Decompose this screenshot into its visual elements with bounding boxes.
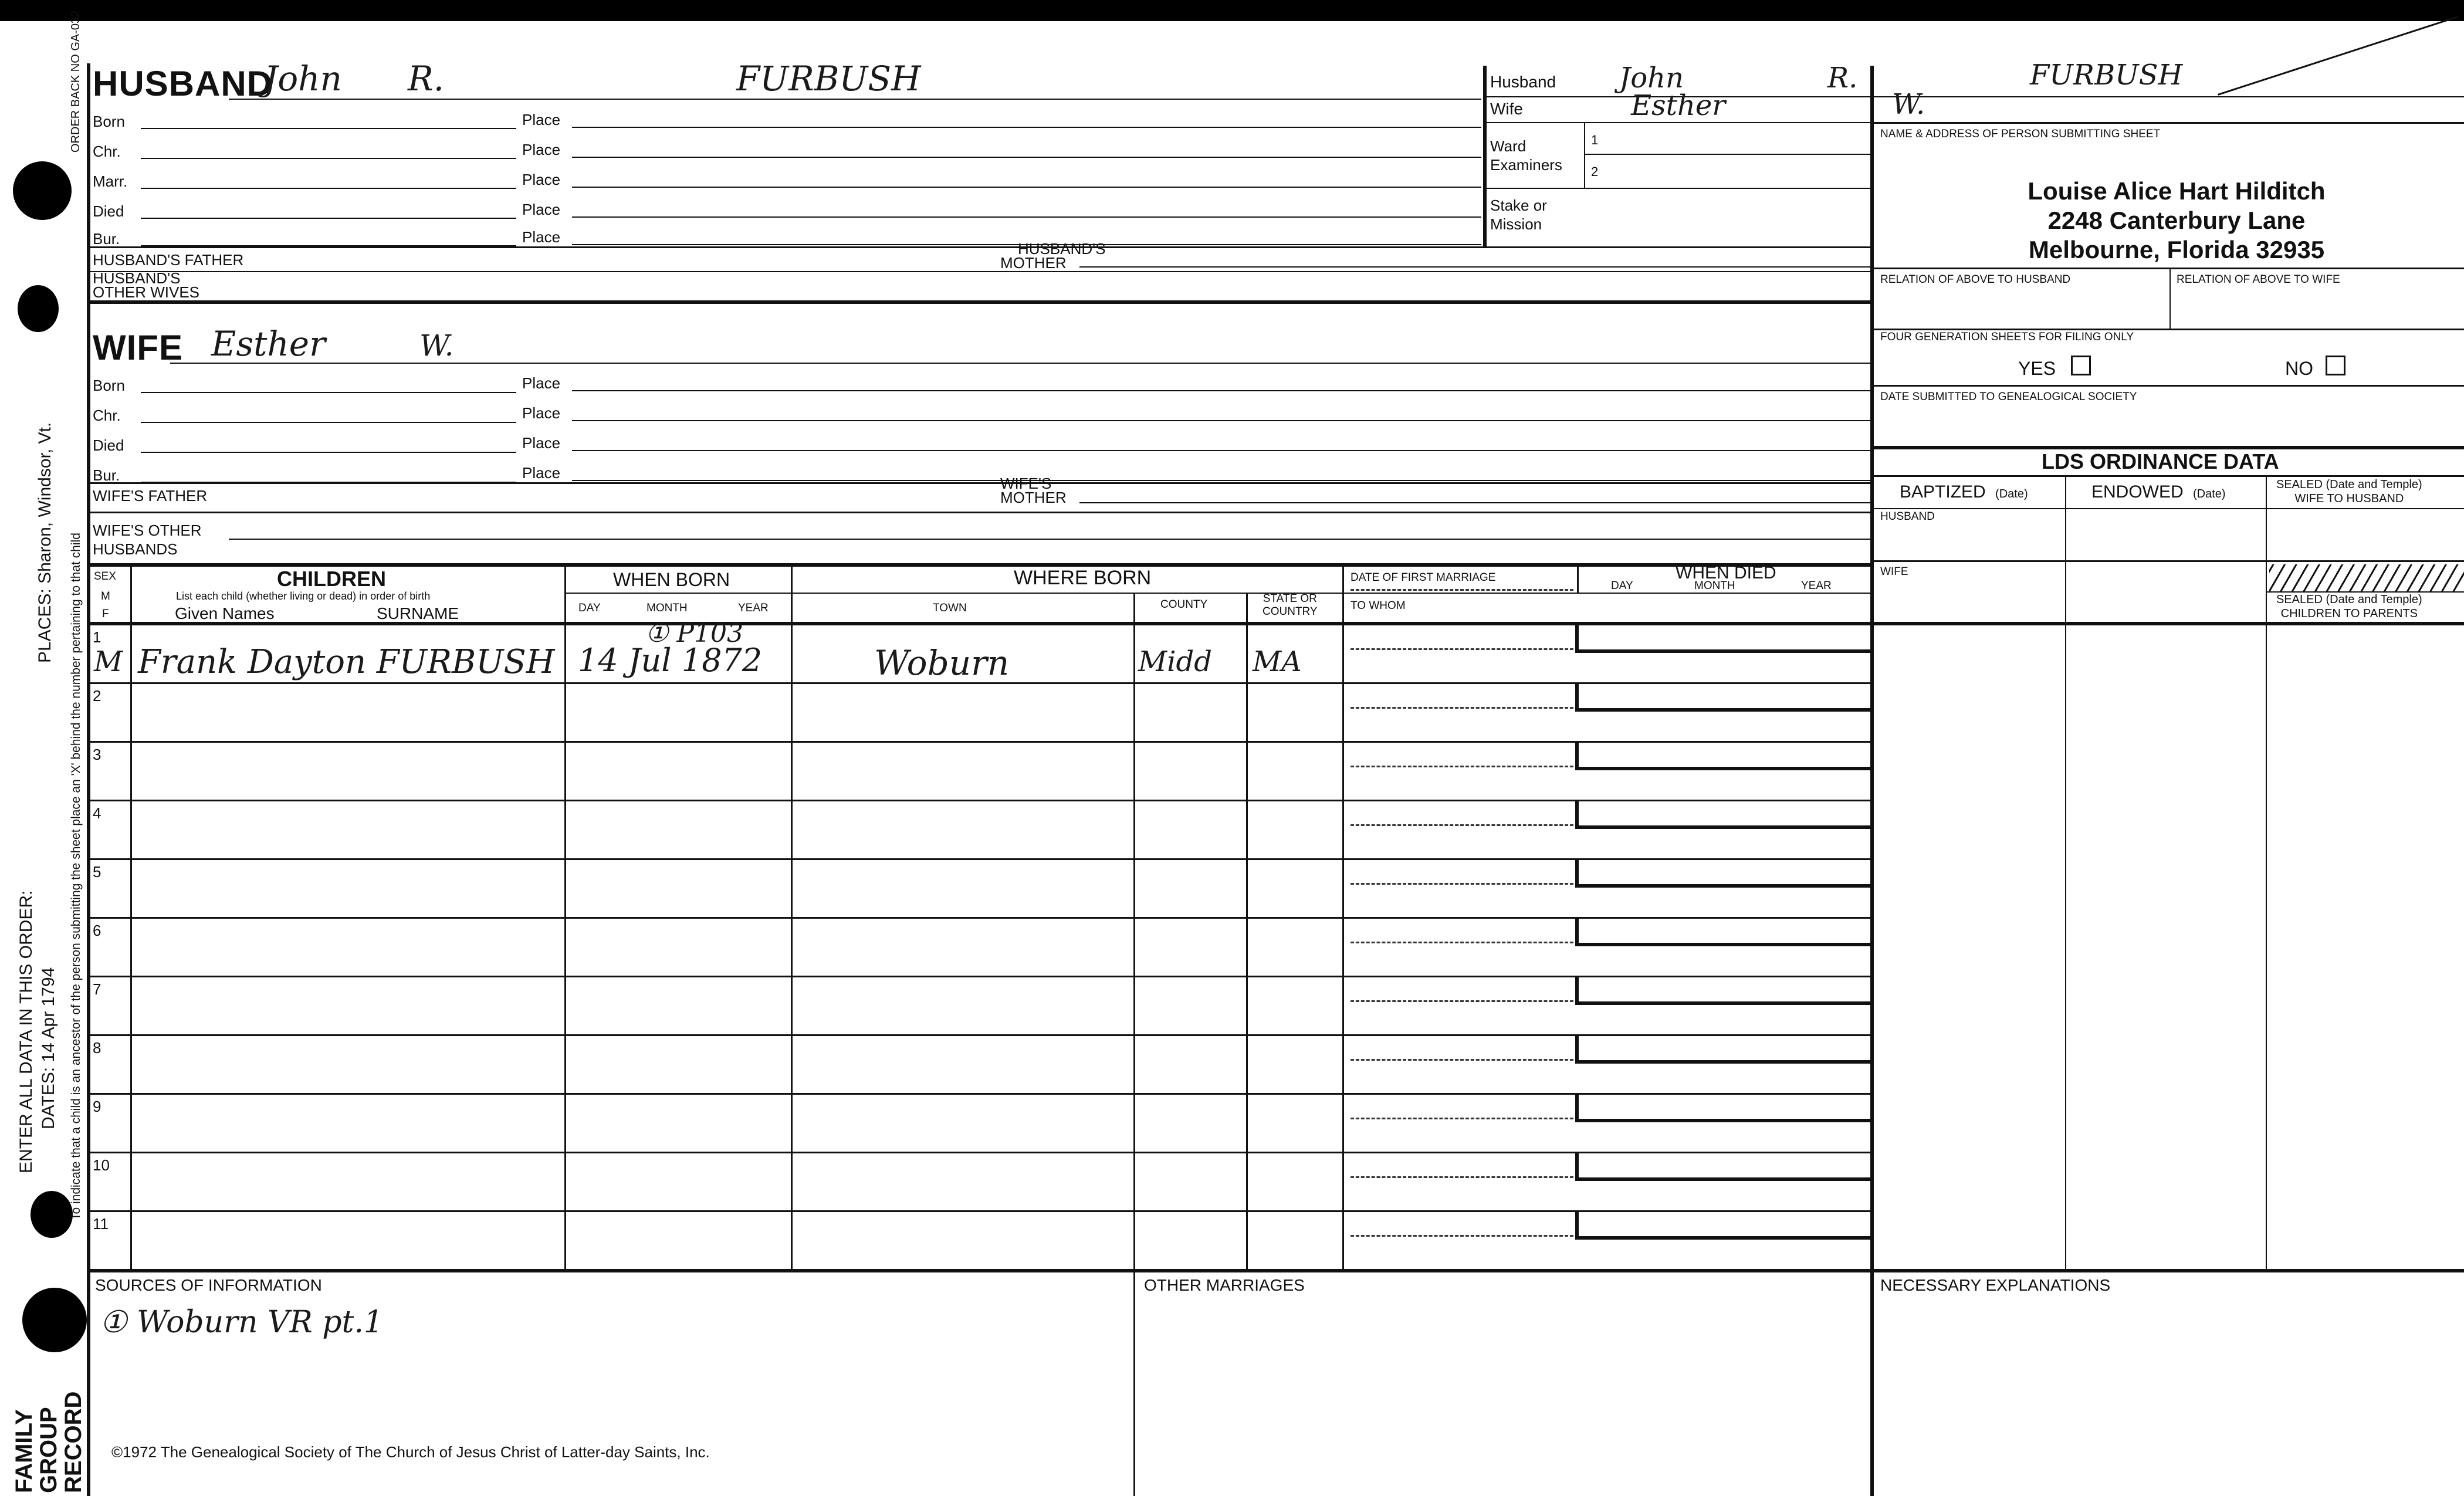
wife-mother-label-2: MOTHER: [1000, 489, 1067, 506]
row-number: 9: [93, 1098, 101, 1115]
died-date-bracket: [1575, 625, 1872, 653]
submitter-label: NAME & ADDRESS OF PERSON SUBMITTING SHEET: [1880, 128, 2161, 140]
marriage-date-dash: [1351, 1059, 1573, 1061]
stake-label: [1490, 196, 1547, 233]
sealed-wife-label: [2276, 478, 2422, 506]
wife-middle: W.: [419, 329, 454, 363]
wife-mother-line: [1079, 502, 1870, 503]
wife-place-line: [572, 390, 1870, 391]
sealed-children-2: CHILDREN TO PARENTS: [2280, 607, 2418, 620]
died-date-bracket: [1575, 1211, 1872, 1240]
wife-heading: WIFE: [93, 328, 183, 367]
summary-line: [1483, 188, 1870, 189]
summary-husband-surname: FURBUSH: [2030, 59, 2183, 92]
examiner-rule: [1584, 122, 1585, 188]
sex-label: SEX: [94, 570, 117, 583]
children-note: List each child (whether living or dead) in order of birth: [176, 590, 431, 602]
child1-note: ① P103: [645, 618, 744, 648]
other-marriages-label: OTHER MARRIAGES: [1144, 1276, 1305, 1294]
husband-place-label: Place: [522, 111, 561, 128]
died-date-bracket: [1575, 801, 1872, 829]
binder-hole: [18, 285, 59, 332]
husband-father-label: HUSBAND'S FATHER: [93, 251, 244, 269]
husband-bur-label: Bur.: [93, 230, 120, 248]
sealed-children-label: [2276, 593, 2422, 621]
endowed-text: ENDOWED: [2091, 482, 2184, 502]
husband-place-line: [572, 127, 1481, 128]
died-date-bracket: [1575, 977, 1872, 1005]
sex-m: M: [101, 590, 110, 603]
husband-born-label: Born: [93, 113, 125, 130]
examiners-label: Examiners: [1490, 156, 1562, 174]
summary-wife-middle: W.: [1892, 88, 1925, 121]
wife-given: Esther: [211, 324, 326, 364]
row-number: 7: [93, 980, 101, 998]
lds-rule: [2065, 475, 2066, 1271]
marriage-date-dash: [1351, 942, 1573, 943]
died-date-bracket: [1575, 1035, 1872, 1064]
hatched-block: [2269, 564, 2464, 591]
husband-heading: HUSBAND: [93, 64, 273, 103]
examiner-1: 1: [1591, 133, 1599, 147]
copyright-text: 1972 The Genealogical Society of The Church of Jesus Christ of Latter-day Saints, Inc.: [123, 1443, 710, 1461]
sealed-children-1: SEALED (Date and Temple): [2276, 593, 2422, 606]
row-number: 3: [93, 746, 101, 763]
copyright: [111, 1443, 710, 1461]
rel-husband-label: RELATION OF ABOVE TO HUSBAND: [1880, 273, 2071, 286]
sealed-wife-2: WIFE TO HUSBAND: [2294, 492, 2404, 505]
marriage-date-dash: [1351, 824, 1573, 826]
summary-wife-given: Esther: [1631, 89, 1726, 122]
child1-name: Frank Dayton FURBUSH: [138, 643, 555, 681]
husband-chr-label: Chr.: [93, 143, 121, 160]
given-names-label: Given Names: [175, 604, 275, 622]
col-rule: [1246, 593, 1248, 1271]
wife-place-line: [572, 420, 1870, 421]
summary-line: [1483, 96, 2464, 97]
table-bottom: [87, 1269, 2464, 1272]
summary-husband-label: Husband: [1490, 73, 1556, 91]
row-number: 11: [93, 1215, 109, 1233]
died-date-bracket: [1575, 859, 1872, 888]
husband-mother-label-1: HUSBAND'S: [1018, 240, 1106, 258]
child1-town: Woburn: [874, 643, 1010, 683]
no-label: NO: [2285, 358, 2313, 379]
wife-mother-label-1: WIFE'S: [1000, 475, 1052, 492]
baptized-date: (Date): [1995, 488, 2028, 500]
wife-chr-label: Chr.: [93, 407, 121, 424]
col-rule: [1577, 563, 1579, 593]
row-number: 10: [93, 1156, 110, 1174]
form-number: ORDER BACK NO GA-032: [69, 10, 82, 153]
wife-born-label: Born: [93, 377, 125, 394]
wife-place-line: [572, 480, 1870, 481]
marriage-date-dash: [1351, 648, 1573, 650]
husband-name-line: [229, 99, 1481, 100]
where-born-label: WHERE BORN: [1014, 567, 1152, 589]
divider: [1870, 508, 2464, 509]
ward-label: Ward: [1490, 137, 1527, 155]
wife-place-label: Place: [522, 464, 561, 482]
husband-mother-label-2: MOTHER: [1000, 254, 1067, 272]
divider: [1870, 385, 2464, 387]
husband-marr-label: Marr.: [93, 172, 128, 190]
other-husbands-1: WIFE'S OTHER: [93, 522, 202, 539]
lds-rule: [2266, 475, 2267, 1271]
lds-husband-label: HUSBAND: [1880, 510, 1935, 523]
diagonal-mark: [2218, 16, 2458, 96]
rel-rule: [2169, 268, 2171, 329]
husband-place-label: Place: [522, 171, 561, 188]
wife-other-husbands-label: [93, 521, 202, 559]
died-date-bracket: [1575, 1094, 1872, 1122]
husband-chr-line: [141, 158, 516, 159]
day-label: DAY: [578, 602, 601, 614]
year-label: YEAR: [738, 602, 769, 614]
other-wives-2: OTHER WIVES: [93, 283, 200, 301]
wife-died-line: [141, 452, 516, 453]
submitter-city: Melbourne, Florida 32935: [2028, 236, 2325, 263]
row-number: 2: [93, 687, 101, 705]
side-dates: DATES: 14 Apr 1794: [39, 967, 58, 1129]
row-number: 4: [93, 804, 101, 822]
lds-wife-label: WIFE: [1880, 566, 1908, 578]
husband-place-line: [572, 187, 1481, 188]
baptized-text: BAPTIZED: [1900, 482, 1986, 502]
marriage-dash: [1351, 589, 1573, 591]
state-label: [1263, 593, 1318, 618]
county-label: COUNTY: [1160, 598, 1208, 611]
wife-chr-line: [141, 422, 516, 423]
copyright-symbol: ©: [111, 1443, 123, 1461]
divider: [87, 512, 1870, 513]
sex-f: F: [102, 608, 109, 620]
husband-died-line: [141, 218, 516, 219]
husband-mother-line: [1079, 266, 1870, 268]
husband-mother-label: [1000, 242, 1105, 270]
divider: [87, 246, 1870, 248]
divider: [1870, 560, 2464, 562]
no-checkbox[interactable]: [2326, 356, 2345, 375]
when-born-label: WHEN BORN: [613, 569, 730, 590]
divider: [1870, 268, 2464, 269]
binder-hole: [22, 1288, 87, 1352]
died-month-label: MONTH: [1694, 580, 1735, 592]
form-title: FAMILY GROUP RECORD: [11, 1391, 86, 1493]
row-number: 6: [93, 922, 101, 939]
side-places: PLACES: Sharon, Windsor, Vt.: [35, 422, 55, 663]
row-number: 1: [93, 628, 101, 646]
wife-died-label: Died: [93, 436, 124, 454]
endowed-date: (Date): [2193, 488, 2226, 500]
died-year-label: YEAR: [1801, 580, 1832, 592]
footer-rule: [1133, 1269, 1135, 1496]
divider: [87, 482, 1870, 484]
wife-place-label: Place: [522, 434, 561, 452]
child1-state: MA: [1253, 645, 1302, 678]
stake-label-1: Stake or: [1490, 197, 1547, 214]
divider: [564, 593, 1870, 594]
wife-father-label: WIFE'S FATHER: [93, 487, 208, 505]
other-wives-1: HUSBAND'S: [93, 269, 181, 287]
child1-date: 14 Jul 1872: [578, 642, 763, 679]
sources-value: ① Woburn VR pt.1: [100, 1305, 384, 1340]
marriage-date-dash: [1351, 1235, 1573, 1237]
marriage-date-dash: [1351, 1118, 1573, 1119]
first-marriage-label: DATE OF FIRST MARRIAGE: [1351, 571, 1496, 584]
wife-place-label: Place: [522, 404, 561, 422]
yes-checkbox[interactable]: [2071, 356, 2091, 375]
month-label: MONTH: [647, 602, 688, 614]
summary-wife-label: Wife: [1490, 100, 1523, 118]
date-submitted-label: DATE SUBMITTED TO GENEALOGICAL SOCIETY: [1880, 391, 2137, 403]
summary-left-rule: [1483, 66, 1487, 246]
yes-label: YES: [2018, 358, 2056, 379]
to-whom-label: TO WHOM: [1351, 600, 1406, 612]
summary-husband-given: John: [1619, 62, 1684, 94]
divider: [1870, 122, 2464, 124]
side-note: To indicate that a child is an ancestor of the person submitting the sheet place an 'X' behind the number pertaining to that child: [69, 533, 83, 1220]
husband-marr-line: [141, 188, 516, 189]
state-label-1: STATE OR: [1263, 593, 1317, 605]
marriage-date-dash: [1351, 883, 1573, 885]
sealed-wife-1: SEALED (Date and Temple): [2276, 478, 2422, 491]
examiner-2: 2: [1591, 164, 1599, 179]
wife-mother-label: [1000, 476, 1067, 505]
summary-husband-middle: R.: [1827, 62, 1858, 94]
row-number: 5: [93, 863, 101, 881]
divider: [87, 271, 1870, 272]
child1-county: Midd: [1138, 645, 1212, 678]
marriage-date-dash: [1351, 766, 1573, 767]
husband-other-wives-label: [93, 271, 199, 299]
died-date-bracket: [1575, 742, 1872, 770]
marriage-date-dash: [1351, 1000, 1573, 1002]
marriage-date-dash: [1351, 1176, 1573, 1178]
wife-place-line: [572, 450, 1870, 451]
husband-place-line: [572, 216, 1481, 218]
endowed-label: [2091, 482, 2226, 502]
died-date-bracket: [1575, 918, 1872, 946]
died-day-label: DAY: [1611, 580, 1633, 592]
top-border-band: [0, 0, 2464, 21]
baptized-label: [1900, 482, 2028, 502]
lds-title: LDS ORDINANCE DATA: [2042, 449, 2279, 473]
rel-wife-label: RELATION OF ABOVE TO WIFE: [2177, 273, 2340, 286]
submitter-name: Louise Alice Hart Hilditch: [2028, 177, 2326, 205]
wife-bur-label: Bur.: [93, 466, 120, 484]
other-husbands-2: HUSBANDS: [93, 540, 178, 558]
stake-label-2: Mission: [1490, 215, 1542, 233]
binder-hole: [13, 161, 72, 220]
husband-died-label: Died: [93, 202, 124, 220]
divider: [1870, 329, 2464, 330]
other-husbands-line: [229, 539, 1870, 540]
divider: [1870, 475, 2464, 477]
state-label-2: COUNTRY: [1263, 605, 1318, 618]
died-date-bracket: [1575, 1153, 1872, 1181]
wife-place-label: Place: [522, 374, 561, 392]
marriage-date-dash: [1351, 707, 1573, 709]
wife-name-line: [170, 363, 1870, 364]
row-number: 8: [93, 1039, 101, 1057]
died-date-bracket: [1575, 683, 1872, 712]
husband-place-label: Place: [522, 201, 561, 218]
binder-hole: [31, 1191, 73, 1238]
children-label: CHILDREN: [277, 567, 386, 591]
husband-middle: R.: [408, 59, 445, 99]
side-enter: ENTER ALL DATA IN THIS ORDER:: [16, 890, 36, 1173]
right-panel-rule: [1870, 66, 1874, 1496]
husband-place-label: Place: [522, 228, 561, 246]
husband-place-label: Place: [522, 141, 561, 158]
submitter-street: 2248 Canterbury Lane: [2047, 207, 2306, 234]
table-header-bottom: [87, 622, 2464, 625]
four-gen-label: FOUR GENERATION SHEETS FOR FILING ONLY: [1880, 331, 2134, 343]
husband-place-line: [572, 157, 1481, 158]
child1-sex: M: [94, 645, 123, 678]
husband-born-line: [141, 128, 516, 129]
examiner-line: [1584, 154, 1870, 155]
when-died-label: WHEN DIED: [1676, 563, 1776, 583]
divider: [87, 300, 1870, 304]
explanations-label: NECESSARY EXPLANATIONS: [1880, 1276, 2111, 1294]
husband-given: John: [264, 59, 342, 99]
col-rule: [1133, 593, 1135, 1271]
wife-born-line: [141, 392, 516, 393]
sources-label: SOURCES OF INFORMATION: [95, 1276, 322, 1294]
town-label: TOWN: [933, 602, 967, 614]
left-rule: [87, 63, 90, 1496]
husband-surname: FURBUSH: [736, 59, 921, 99]
surname-label: SURNAME: [377, 604, 459, 622]
